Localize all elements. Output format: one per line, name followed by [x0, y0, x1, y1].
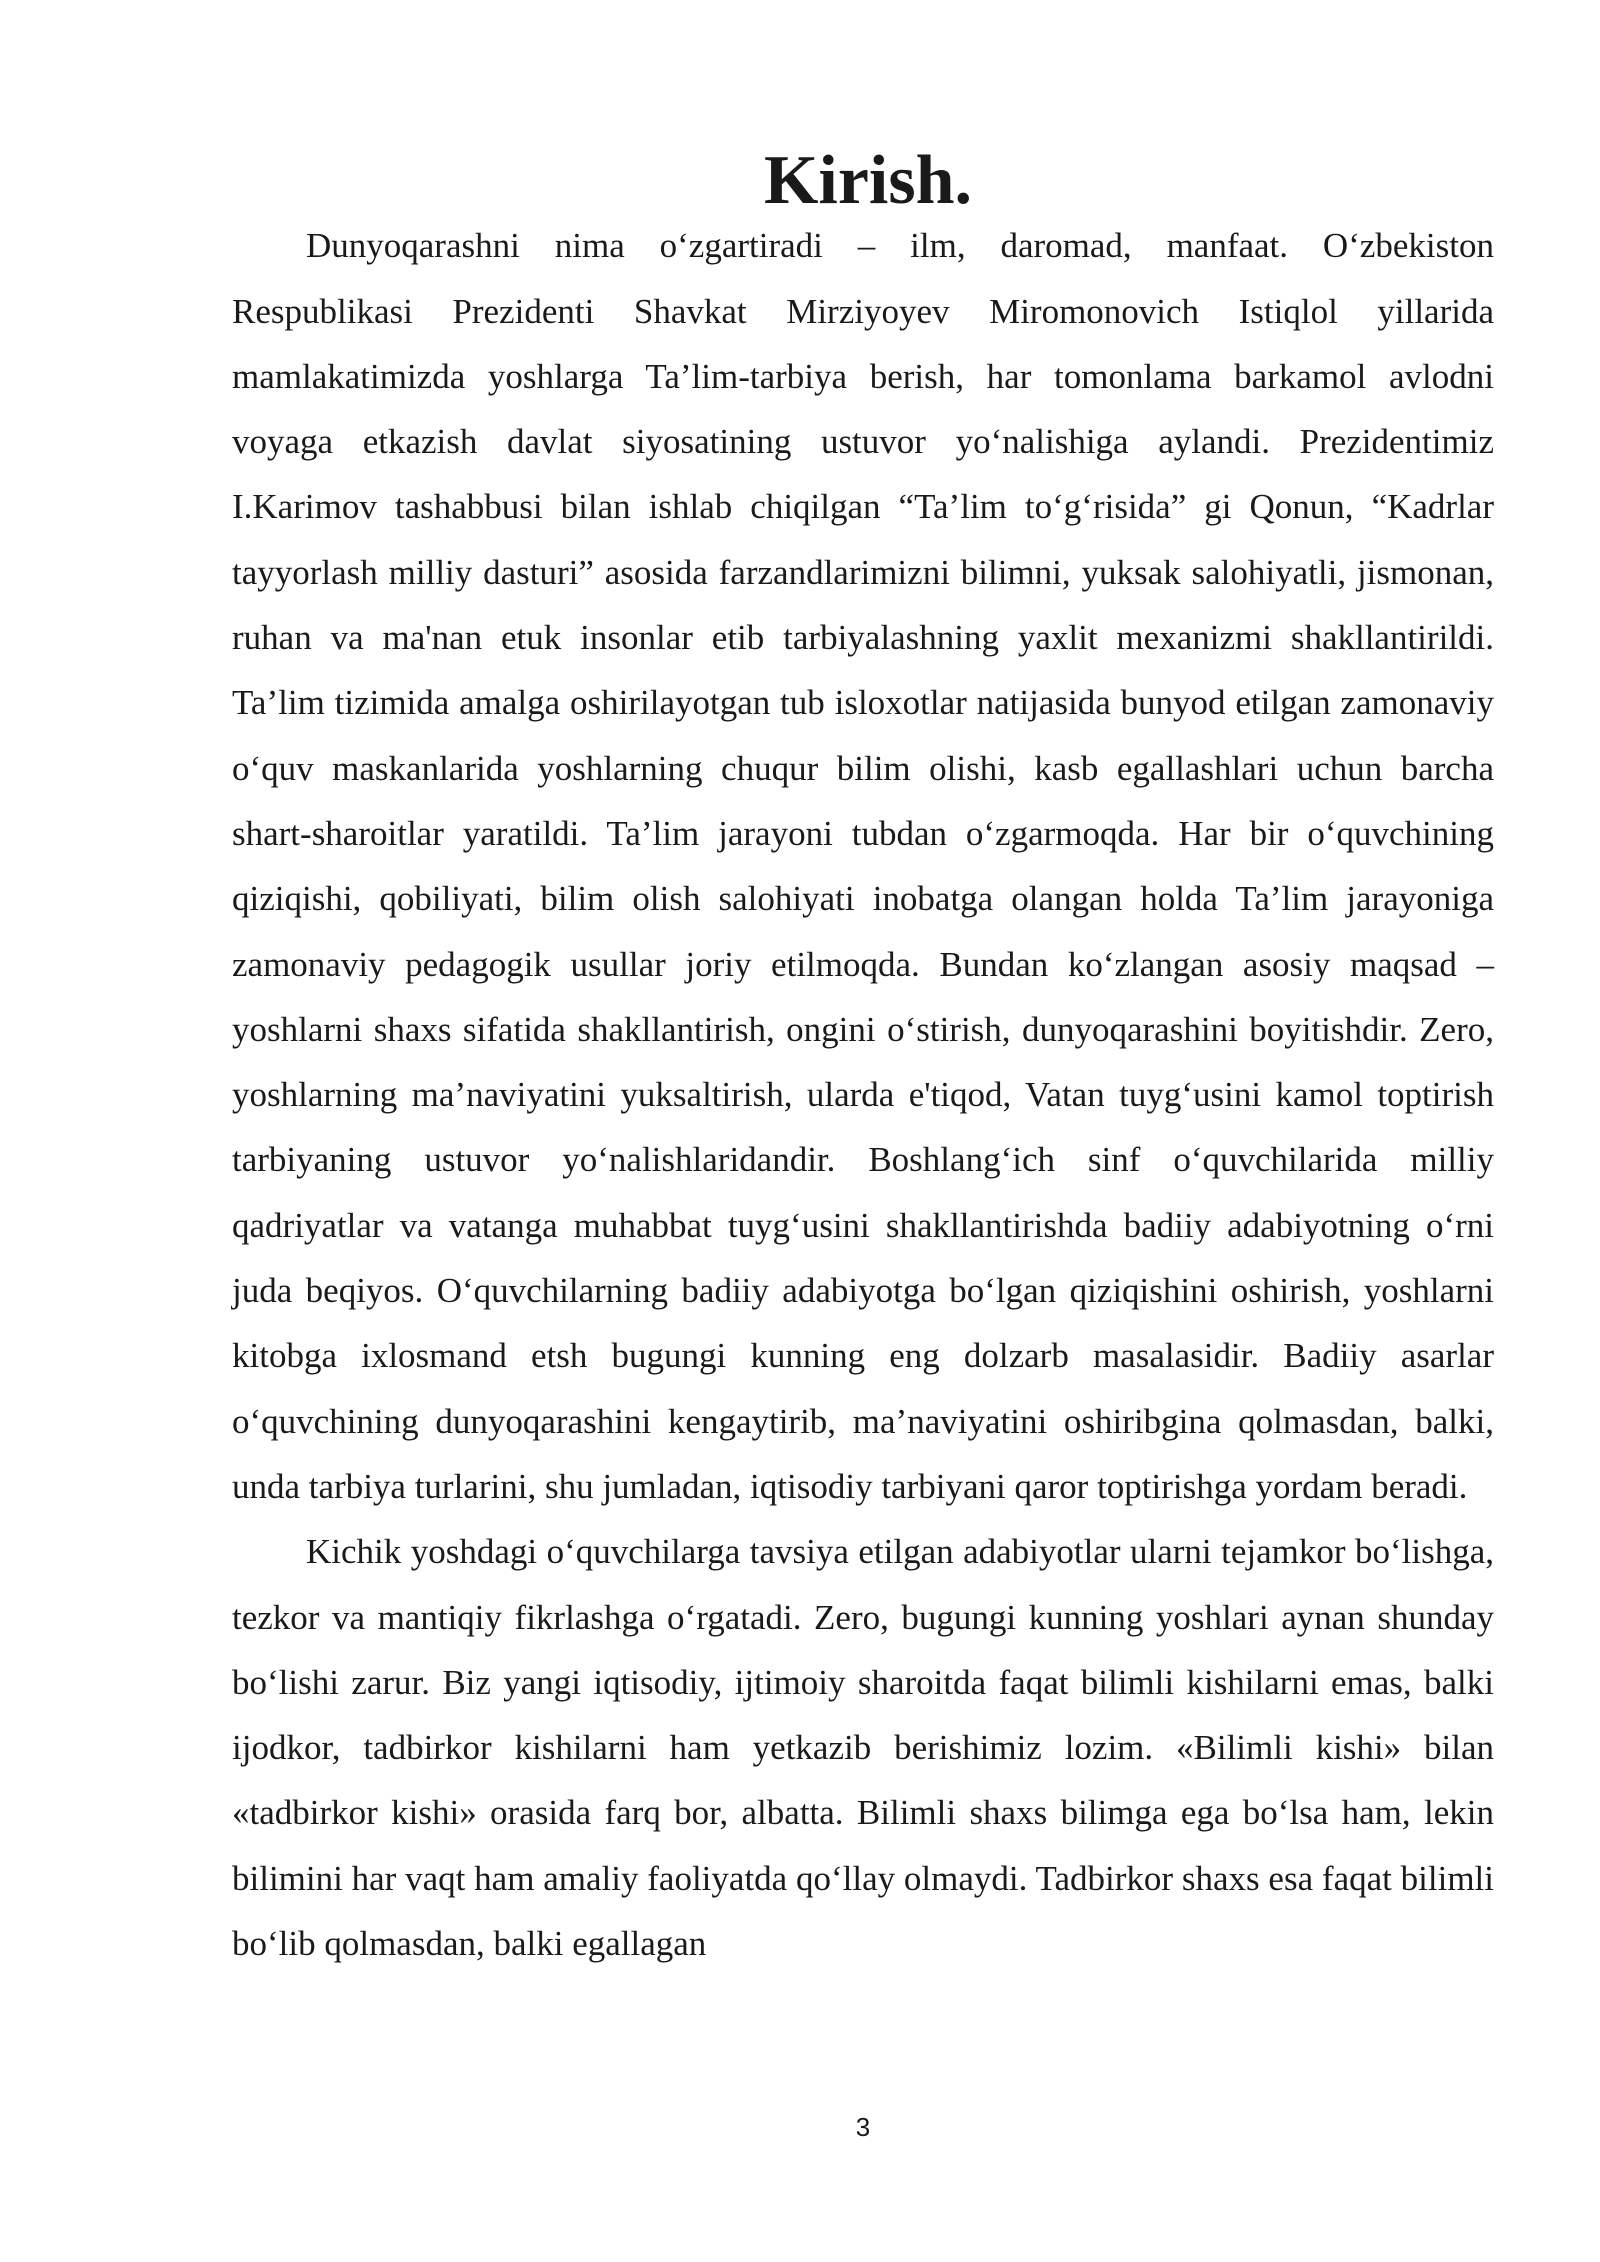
body-paragraph: Kichik yoshdagi o‘quvchilarga tavsiya etilgan adabiyotlar ularni tejamkor bo‘lishga, tezkor va mantiqiy fikrlashga o‘rgatadi. Zero, bugungi kunning yoshlari aynan shunday bo‘lishi zarur. Biz yangi iqtisodiy, ijtimoiy sharoitda faqat bilimli kishilarni emas, balki ijodkor, tadbirkor kishilarni ham yetkazib berishimiz lozim. «Bilimli kishi» bilan «tadbirkor kishi» orasida farq bor, albatta. Bilimli shaxs bilimga ega bo‘lsa ham, lekin bilimini har vaqt ham amaliy faoliyatda qo‘llay olmaydi. Tadbirkor shaxs esa faqat bilimli bo‘lib qolmasdan, balki egallagan — [232, 1532, 1494, 1964]
page-number: 3 — [855, 2112, 871, 2142]
body-paragraph: Dunyoqarashni nima o‘zgartiradi – ilm, daromad, manfaat. O‘zbekiston Respublikasi Prezidenti Shavkat Mirziyoyev Miromonovich Istiqlol yillarida mamlakatimizda yoshlarga Ta’lim-tarbiya berish, har tomonlama barkamol avlodni voyaga etkazish davlat siyosatining ustuvor yo‘nalishiga aylandi. Prezidentimiz I.Karimov tashabbusi bilan ishlab chiqilgan “Ta’lim to‘g‘risida” gi Qonun, “Kadrlar tayyorlash milliy dasturi” asosida farzandlarimizni bilimni, yuksak salohiyatli, jismonan, ruhan va ma'nan etuk insonlar etib tarbiyalashning yaxlit mexanizmi shakllantirildi. Ta’lim tizimida amalga oshirilayotgan tub isloxotlar natijasida bunyod etilgan zamonaviy o‘quv maskanlarida yoshlarning chuqur bilim olishi, kasb egallashlari uchun barcha shart-sharoitlar yaratildi. Ta’lim jarayoni tubdan o‘zgarmoqda. Har bir o‘quvchining qiziqishi, qobiliyati, bilim olish salohiyati inobatga olangan holda Ta’lim jarayoniga zamonaviy pedagogik usullar joriy etilmoqda. Bundan ko‘zlangan asosiy maqsad – yoshlarni shaxs sifatida shakllantirish, ongini o‘stirish, dunyoqarashini boyitishdir. Zero, yoshlarning ma’naviyatini yuksaltirish, ularda e'tiqod, Vatan tuyg‘usini kamol toptirish tarbiyaning ustuvor yo‘nalishlaridandir. Boshlang‘ich sinf o‘quvchilarida milliy qadriyatlar va vatanga muhabbat tuyg‘usini shakllantirishda badiiy adabiyotning o‘rni juda beqiyos. O‘quvchilarning badiiy adabiyotga bo‘lgan qiziqishini oshirish, yoshlarni kitobga ixlosmand etsh bugungi kunning eng dolzarb masalasidir. Badiiy asarlar o‘quvchining dunyoqarashini kengaytirib, ma’naviyatini oshiribgina qolmasdan, balki, unda tarbiya turlarini, shu jumladan, iqtisodiy tarbiyani qaror toptirishga yordam beradi. — [232, 226, 1494, 1506]
section-heading: Kirish. — [763, 142, 973, 219]
document-body — [232, 142, 1494, 1976]
